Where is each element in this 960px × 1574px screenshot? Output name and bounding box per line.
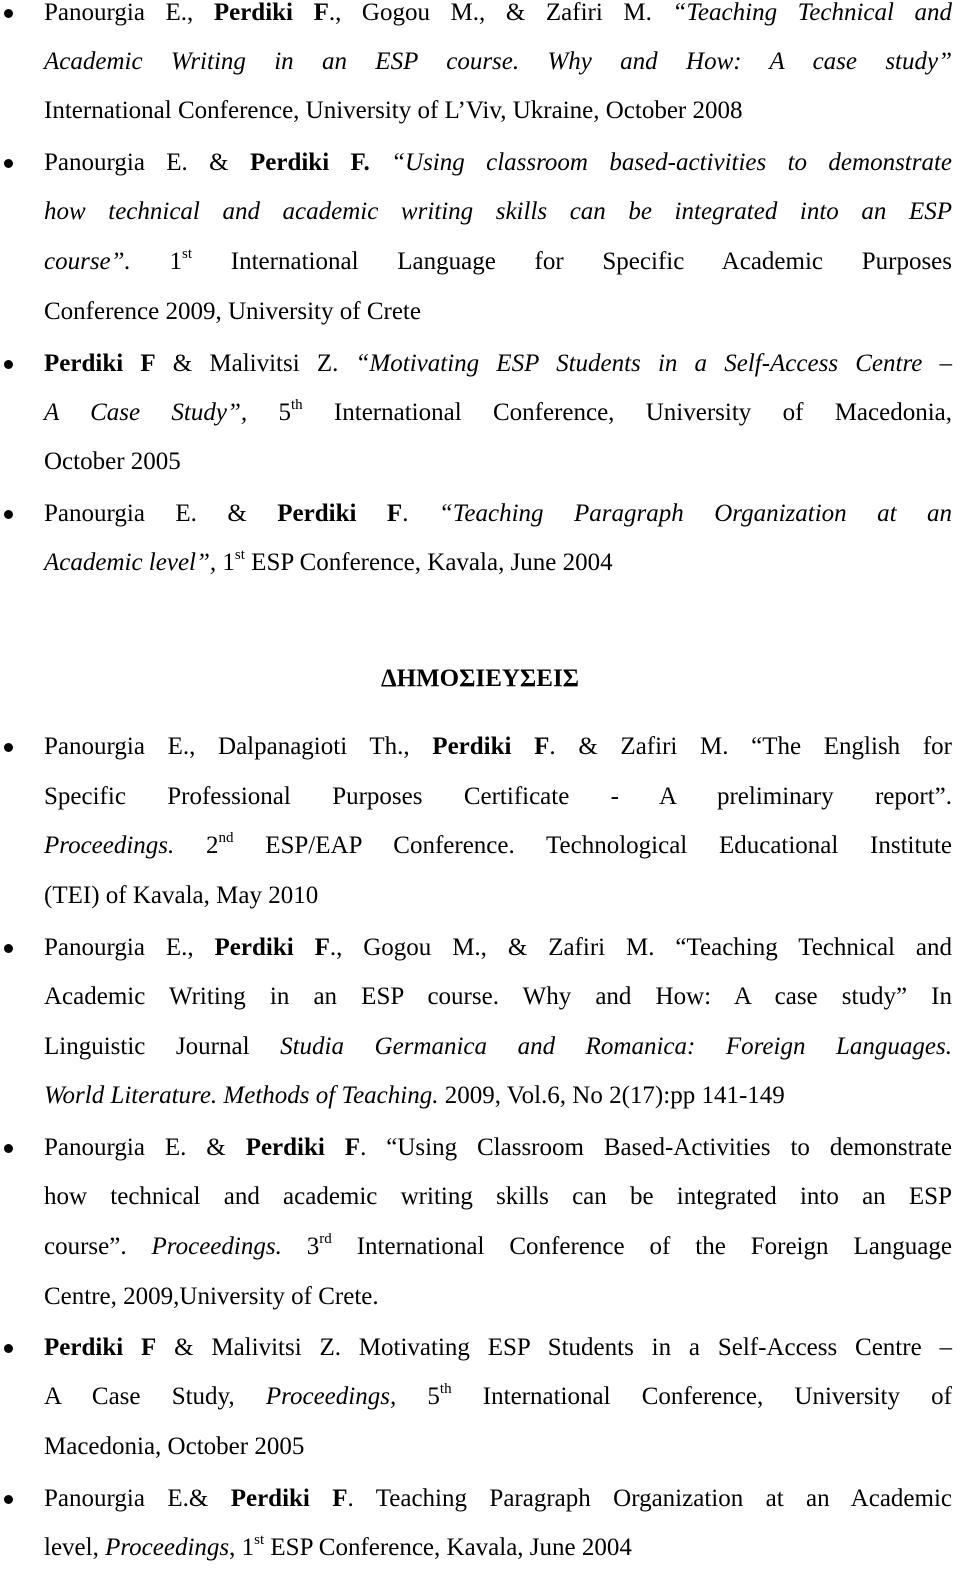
text-run: International Conference, University of bbox=[451, 1383, 953, 1410]
entry-line bbox=[44, 148, 952, 178]
entry-line bbox=[44, 447, 952, 477]
text-run: Conference 2009, University of Crete bbox=[44, 298, 421, 325]
entry-line bbox=[44, 247, 952, 277]
text-run: ESP Conference, Kavala, June 2004 bbox=[264, 1534, 632, 1561]
entry-line bbox=[44, 47, 952, 77]
entry-line bbox=[44, 548, 952, 578]
ordinal-suffix: st bbox=[182, 245, 193, 262]
text-run: . bbox=[402, 500, 439, 527]
entry-line bbox=[44, 1432, 952, 1462]
title-italic: “Motivating ESP Students in a Self-Access Centre – bbox=[355, 350, 953, 377]
text-run: Panourgia E., bbox=[44, 0, 214, 26]
ordinal-suffix: rd bbox=[319, 1230, 332, 1247]
text-run: Panourgia E. & bbox=[44, 1134, 246, 1161]
bullet-icon bbox=[4, 9, 13, 18]
text-run: Macedonia, October 2005 bbox=[44, 1433, 305, 1460]
author-name-bold: Perdiki F bbox=[277, 500, 403, 527]
entry-line bbox=[44, 1081, 952, 1111]
text-run: & Malivitsi Z. bbox=[155, 350, 356, 377]
entry-line bbox=[44, 499, 952, 529]
text-run: A Case Study, bbox=[44, 1383, 266, 1410]
text-run: 2009, Vol.6, No 2(17):pp 141-149 bbox=[438, 1082, 785, 1109]
bullet-icon bbox=[4, 360, 13, 369]
ordinal-suffix: st bbox=[234, 546, 245, 563]
text-run: 1 bbox=[216, 549, 235, 576]
text-run bbox=[370, 149, 391, 176]
text-run: Panourgia E. & bbox=[44, 149, 250, 176]
text-run: . “Using Classroom Based-Activities to demonstrate bbox=[360, 1134, 952, 1161]
text-run: level, bbox=[44, 1534, 106, 1561]
section-heading: ΔΗΜΟΣΙΕΥΣΕΙΣ bbox=[380, 665, 580, 692]
entry-line bbox=[44, 933, 952, 963]
bullet-icon bbox=[4, 1495, 13, 1504]
text-run: ESP Conference, Kavala, June 2004 bbox=[244, 549, 613, 576]
title-italic: Academic Writing in an ESP course. Why and How: A case study” bbox=[44, 48, 952, 75]
author-name-bold: Perdiki F. bbox=[249, 149, 370, 176]
entry-line bbox=[44, 297, 952, 327]
author-name-bold: Perdiki F bbox=[44, 1334, 157, 1361]
entry-line bbox=[44, 1232, 952, 1262]
title-italic: Proceedings. bbox=[151, 1233, 282, 1260]
title-italic: A Case Study”, bbox=[44, 399, 248, 426]
text-run: International Conference, University of Macedonia, bbox=[302, 399, 953, 426]
text-run: October 2005 bbox=[44, 448, 181, 475]
title-italic: Studia Germanica and Romanica: Foreign Languages. bbox=[280, 1033, 953, 1060]
bullet-icon bbox=[4, 1344, 13, 1353]
text-run: Academic Writing in an ESP course. Why and How: A case study” In bbox=[44, 983, 952, 1010]
entry-line bbox=[44, 881, 952, 911]
bullet-icon bbox=[4, 743, 13, 752]
text-run: ., Gogou M., & Zafiri M. “Teaching Technical and bbox=[329, 934, 953, 961]
title-italic: Academic level”, bbox=[44, 549, 217, 576]
bullet-icon bbox=[4, 944, 13, 953]
text-run: Panourgia E. & bbox=[44, 500, 278, 527]
text-run: Panourgia E., Dalpanagioti Th., bbox=[44, 733, 433, 760]
text-run: (TEI) of Kavala, May 2010 bbox=[44, 882, 319, 909]
text-run: 1 bbox=[130, 248, 183, 275]
entry-line bbox=[44, 782, 952, 812]
text-run: Linguistic Journal bbox=[44, 1033, 281, 1060]
entry-line bbox=[44, 1484, 952, 1514]
entry-line bbox=[44, 1533, 952, 1563]
text-run: International Language for Specific Academic Purposes bbox=[192, 248, 953, 275]
title-italic: “Teaching Paragraph Organization at an bbox=[438, 500, 953, 527]
ordinal-suffix: th bbox=[439, 1380, 452, 1397]
bullet-icon bbox=[4, 1144, 13, 1153]
author-name-bold: Perdiki F bbox=[230, 1485, 348, 1512]
text-run: Centre, 2009,University of Crete. bbox=[44, 1283, 379, 1310]
author-name-bold: Perdiki F bbox=[213, 0, 329, 26]
text-run: , 1 bbox=[229, 1534, 255, 1561]
entry-line bbox=[44, 96, 952, 126]
entry-line bbox=[44, 982, 952, 1012]
ordinal-suffix: st bbox=[254, 1531, 265, 1548]
title-italic: World Literature. Methods of Teaching. bbox=[44, 1082, 439, 1109]
text-run: 5 bbox=[247, 399, 291, 426]
bullet-icon bbox=[4, 159, 13, 168]
text-run: Panourgia E., bbox=[44, 934, 215, 961]
entry-line bbox=[44, 1382, 952, 1412]
author-name-bold: Perdiki F bbox=[432, 733, 550, 760]
title-italic: Proceedings. bbox=[44, 832, 175, 859]
text-run: course”. bbox=[44, 1233, 152, 1260]
text-run: how technical and academic writing skills can be integrated into an ESP bbox=[44, 1183, 952, 1210]
text-run: Panourgia E.& bbox=[44, 1485, 231, 1512]
text-run: ., Gogou M., & Zafiri M. bbox=[328, 0, 673, 26]
author-name-bold: Perdiki F bbox=[245, 1134, 361, 1161]
title-italic: how technical and academic writing skills can be integrated into an ESP bbox=[44, 198, 952, 225]
entry-line bbox=[44, 197, 952, 227]
ordinal-suffix: th bbox=[290, 396, 303, 413]
text-run: 2 bbox=[174, 832, 219, 859]
text-run: . Teaching Paragraph Organization at an Academic bbox=[347, 1485, 953, 1512]
title-italic: “Using classroom based-activities to demonstrate bbox=[391, 149, 953, 176]
author-name-bold: Perdiki F bbox=[214, 934, 330, 961]
entry-line bbox=[44, 1133, 952, 1163]
title-italic: “Teaching Technical and bbox=[672, 0, 953, 26]
text-run: 5 bbox=[396, 1383, 440, 1410]
text-run: & Malivitsi Z. Motivating ESP Students in a Self-Access Centre – bbox=[156, 1334, 952, 1361]
entry-line bbox=[44, 1282, 952, 1312]
title-italic: Proceedings, bbox=[265, 1383, 397, 1410]
text-run: ESP/EAP Conference. Technological Educational Institute bbox=[233, 832, 952, 859]
author-name-bold: Perdiki F bbox=[44, 350, 156, 377]
title-italic: Proceedings bbox=[105, 1534, 230, 1561]
text-run: Specific Professional Purposes Certificate - A preliminary report”. bbox=[44, 783, 952, 810]
entry-line bbox=[44, 732, 952, 762]
entry-line bbox=[44, 1182, 952, 1212]
text-run: International Conference of the Foreign Language bbox=[331, 1233, 952, 1260]
entry-line bbox=[44, 1333, 952, 1363]
text-run: . & Zafiri M. “The English for bbox=[549, 733, 952, 760]
text-run: 3 bbox=[281, 1233, 320, 1260]
title-italic: course”. bbox=[44, 248, 131, 275]
text-run: International Conference, University of L’Viv, Ukraine, October 2008 bbox=[44, 97, 743, 124]
entry-line bbox=[44, 1032, 952, 1062]
ordinal-suffix: nd bbox=[218, 829, 234, 846]
entry-line bbox=[44, 831, 952, 861]
entry-line bbox=[44, 349, 952, 379]
bullet-icon bbox=[4, 510, 13, 519]
entry-line bbox=[44, 0, 952, 28]
entry-line bbox=[44, 398, 952, 428]
